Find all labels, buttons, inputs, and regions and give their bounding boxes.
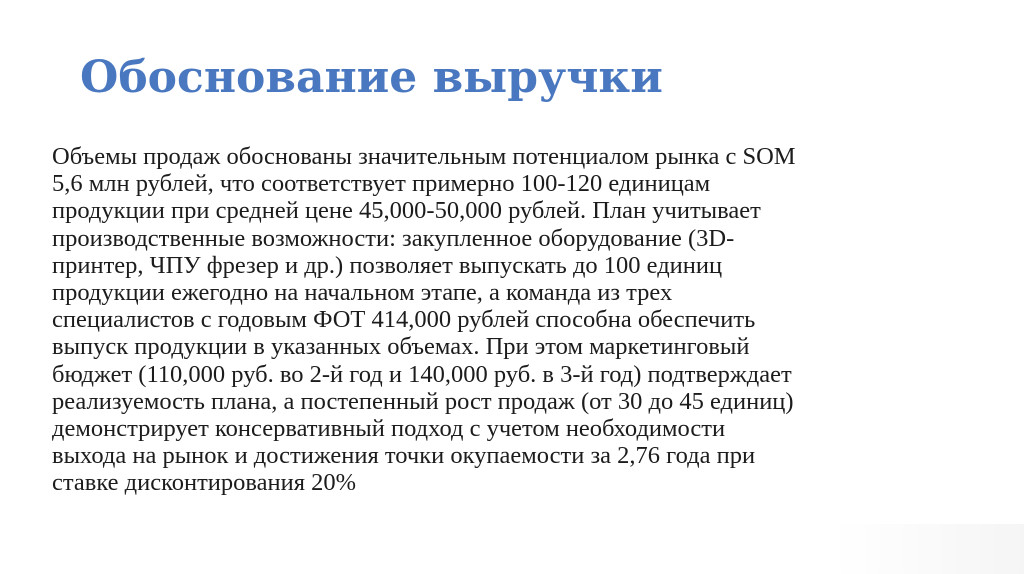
corner-shadow — [834, 524, 1024, 574]
body-line: выпуск продукции в указанных объемах. При этом маркетинговый — [52, 333, 750, 361]
body-line: принтер, ЧПУ фрезер и др.) позволяет выпускать до 100 единиц — [52, 251, 723, 279]
body-line: производственные возможности: закупленное оборудование (3D- — [52, 224, 735, 252]
body-line: демонстрирует консервативный подход с учетом необходимости — [52, 415, 726, 443]
slide-title: Обоснование выручки — [80, 52, 663, 103]
body-line: Объемы продаж обоснованы значительным потенциалом рынка с SOM — [52, 143, 796, 170]
body-line: специалистов с годовым ФОТ 414,000 рублей способна обеспечить — [52, 306, 756, 334]
body-line: бюджет (110,000 руб. во 2-й год и 140,000 руб. в 3-й год) подтверждает — [52, 360, 792, 388]
body-line: продукции ежегодно на начальном этапе, а команда из трех — [52, 279, 673, 307]
body-line: 5,6 млн рублей, что соответствует примерно 100-120 единицам — [52, 170, 711, 198]
body-line: ставке дисконтирования 20% — [52, 469, 357, 497]
body-line: реализуемость плана, а постепенный рост продаж (от 30 до 45 единиц) — [52, 387, 794, 415]
body-line: выхода на рынок и достижения точки окупаемости за 2,76 года при — [52, 442, 756, 470]
slide-body — [52, 143, 972, 497]
body-line: продукции при средней цене 45,000-50,000 рублей. План учитывает — [52, 197, 761, 225]
